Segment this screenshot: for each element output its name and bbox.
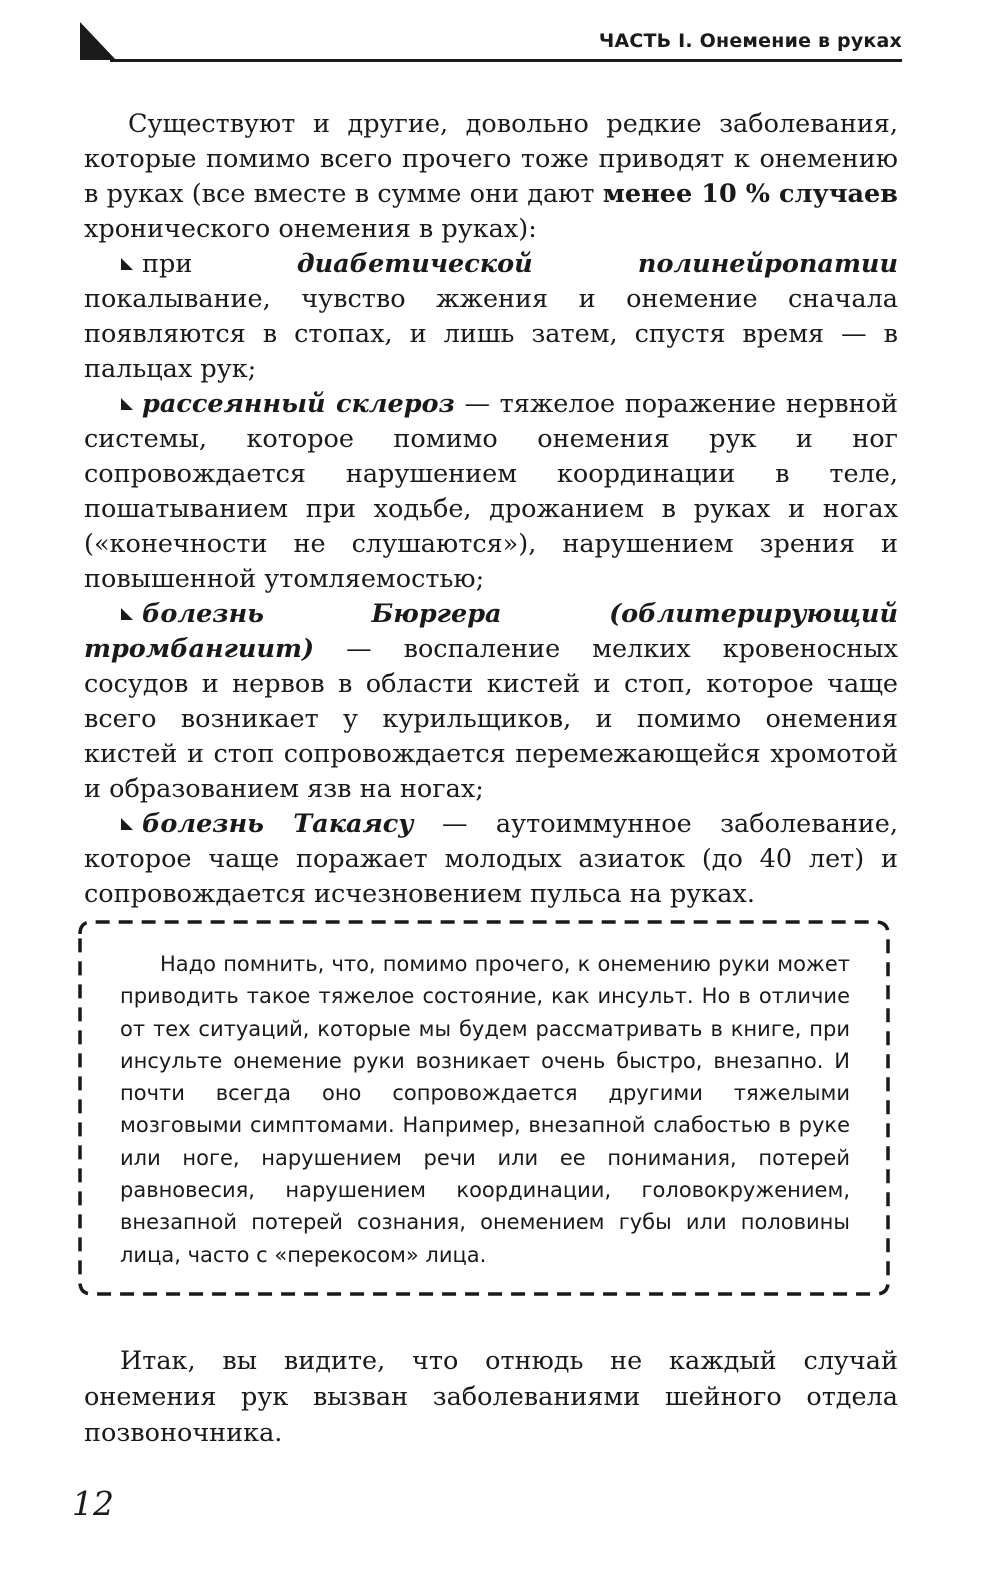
list-item: при диабетической полинейропатии покалывание, чувство жжения и онемение сначала появляются в стопах, и лишь затем, спустя время — в пальцах рук;	[84, 249, 899, 384]
list-item: болезнь Такаясу — аутоиммунное заболевание, которое чаще поражает молодых азиаток (до 40 лет) и сопровождается исчезновением пульса на руках.	[84, 809, 898, 909]
header-triangle-icon	[80, 22, 116, 60]
intro-paragraph: Существуют и другие, довольно редкие заболевания, которые помимо всего прочего тоже приводят к онемению в руках (все вместе в сумме они дают менее 10 % случаев хронического онемения в руках):	[84, 109, 898, 244]
list-item: болезнь Бюргера (облитерирующий тромбангиит) — воспаление мелких кровеносных сосудов и нервов в области кистей и стоп, которое чаще всего возникает у курильщиков, и помимо онемения кистей и стоп сопровождается перемежающейся хромотой и образованием язв на ногах;	[84, 599, 898, 804]
bullet-triangle-icon	[120, 397, 134, 411]
list-item: рассеянный склероз — тяжелое поражение нервной системы, которое помимо онемения рук и ног сопровождается нарушением координации в теле, пошатыванием при ходьбе, дрожанием в руках и ногах («конечности не слушаются»), нарушением зрения и повышенной утомляемостью;	[84, 389, 898, 594]
bullet-triangle-icon	[120, 257, 134, 271]
main-text	[84, 107, 898, 912]
item-term: болезнь Такаясу	[142, 809, 414, 839]
running-title: ЧАСТЬ I. Онемение в руках	[598, 30, 902, 52]
header-rule	[110, 59, 902, 62]
bullet-triangle-icon	[120, 607, 134, 621]
note-box	[76, 918, 892, 1298]
note-text: Надо помнить, что, помимо прочего, к онемению руки может приводить такое тяжелое состояние, как инсульт. Но в отличие от тех ситуаций, которые мы будем рассматривать в книге, при инсульте онемение руки возникает очень быстро, внезапно. И почти всегда оно сопровождается другими тяжелыми мозговыми симптомами. Например, внезапной слабостью в руке или ноге, нарушением речи или ее понимания, потерей равновесия, нарушением координации, головокружением, внезапной потерей сознания, онемением губы или половины лица, часто с «перекосом» лица.	[120, 952, 850, 1267]
closing-paragraph: Итак, вы видите, что отнюдь не каждый случай онемения рук вызван заболеваниями шейного отдела позвоночника.	[84, 1346, 898, 1448]
page-header	[80, 20, 902, 62]
item-term: рассеянный склероз	[142, 389, 455, 419]
page-number: 12	[72, 1484, 114, 1523]
intro-bold-phrase: менее 10 % случаев	[602, 179, 898, 209]
item-term: болезнь Бюргера (облитерирующий тромбангиит)	[84, 599, 898, 664]
item-term: диабетической полинейропатии	[296, 249, 899, 279]
bullet-triangle-icon	[120, 817, 134, 831]
